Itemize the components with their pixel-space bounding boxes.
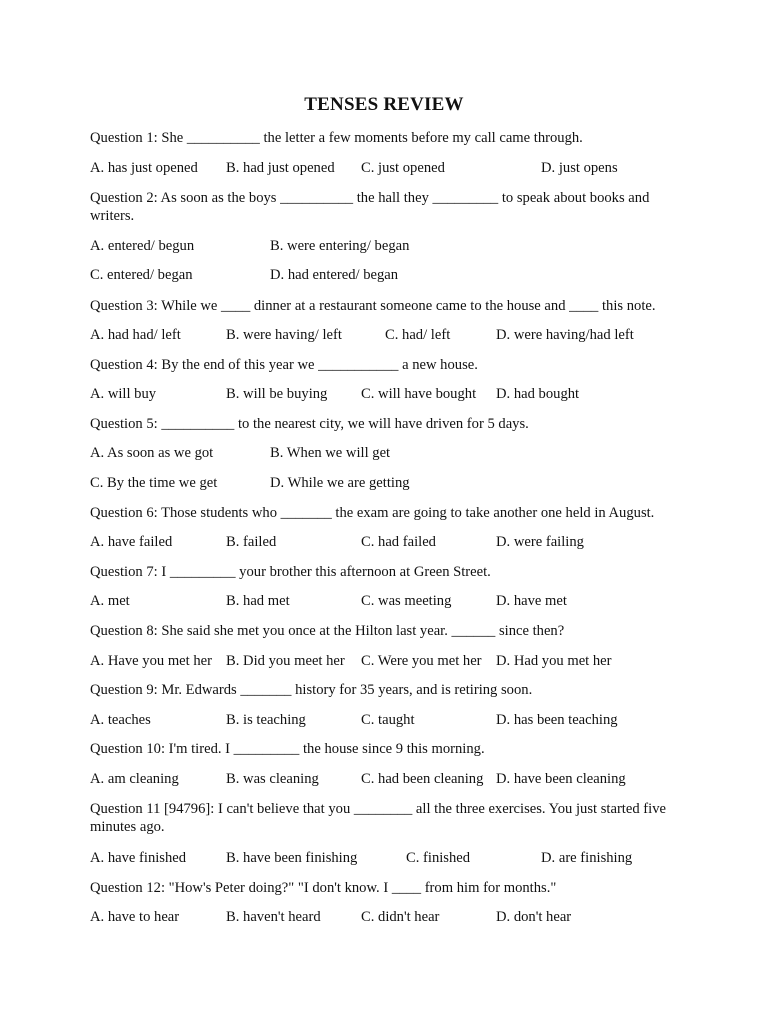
option-1d: D. just opens	[541, 160, 618, 176]
option-5b: B. When we will get	[270, 445, 391, 461]
option-3d: D. were having/had left	[496, 327, 634, 343]
option-10a: A. am cleaning	[90, 771, 179, 787]
option-4a: A. will buy	[90, 386, 157, 402]
option-9d: D. has been teaching	[496, 712, 618, 728]
option-12a: A. have to hear	[90, 909, 180, 925]
option-7b: B. had met	[226, 593, 290, 609]
option-3a: A. had had/ left	[90, 327, 181, 343]
options-9	[90, 711, 690, 729]
option-10b: B. was cleaning	[226, 771, 319, 787]
option-8a: A. Have you met her	[90, 653, 212, 669]
option-10c: C. had been cleaning	[361, 771, 484, 787]
options-1	[90, 159, 690, 177]
question-2: Question 2: As soon as the boys __________ the hall they _________ to speak about books and writers.	[90, 190, 650, 224]
option-12b: B. haven't heard	[226, 909, 321, 925]
question-5: Question 5: __________ to the nearest city, we will have driven for 5 days.	[90, 416, 529, 432]
page-title: TENSES REVIEW	[304, 94, 464, 115]
question-10: Question 10: I'm tired. I _________ the house since 9 this morning.	[90, 741, 485, 757]
option-8c: C. Were you met her	[361, 653, 482, 669]
option-5a: A. As soon as we got	[90, 445, 214, 461]
option-9c: C. taught	[361, 712, 415, 728]
option-4c: C. will have bought	[361, 386, 477, 402]
option-7c: C. was meeting	[361, 593, 452, 609]
question-9: Question 9: Mr. Edwards _______ history for 35 years, and is retiring soon.	[90, 682, 533, 698]
option-2c: C. entered/ began	[90, 267, 193, 283]
option-6c: C. had failed	[361, 534, 436, 550]
option-1c: C. just opened	[361, 160, 445, 176]
option-12d: D. don't hear	[496, 909, 572, 925]
option-11b: B. have been finishing	[226, 850, 358, 866]
option-11c: C. finished	[406, 850, 471, 866]
options-12	[90, 908, 690, 926]
options-5b	[90, 474, 690, 492]
options-8	[90, 652, 690, 670]
options-5a	[90, 444, 690, 462]
option-11a: A. have finished	[90, 850, 187, 866]
option-7a: A. met	[90, 593, 130, 609]
options-3	[90, 326, 690, 344]
option-2b: B. were entering/ began	[270, 238, 410, 254]
option-9b: B. is teaching	[226, 712, 306, 728]
option-12c: C. didn't hear	[361, 909, 440, 925]
question-4: Question 4: By the end of this year we ___________ a new house.	[90, 357, 478, 373]
option-3c: C. had/ left	[385, 327, 451, 343]
options-11	[90, 849, 690, 867]
option-4d: D. had bought	[496, 386, 580, 402]
option-3b: B. were having/ left	[226, 327, 342, 343]
options-10	[90, 770, 690, 788]
option-1a: A. has just opened	[90, 160, 198, 176]
question-1: Question 1: She __________ the letter a few moments before my call came through.	[90, 130, 583, 146]
options-4	[90, 385, 690, 403]
option-4b: B. will be buying	[226, 386, 328, 402]
options-7	[90, 592, 690, 610]
option-6d: D. were failing	[496, 534, 584, 550]
option-6a: A. have failed	[90, 534, 173, 550]
option-8d: D. Had you met her	[496, 653, 612, 669]
option-5c: C. By the time we get	[90, 475, 218, 491]
options-2b	[90, 266, 690, 284]
option-11d: D. are finishing	[541, 850, 633, 866]
question-12: Question 12: "How's Peter doing?" "I don't know. I ____ from him for months."	[90, 880, 557, 896]
options-6	[90, 533, 690, 551]
option-5d: D. While we are getting	[270, 475, 410, 491]
option-6b: B. failed	[226, 534, 277, 550]
question-11: Question 11 [94796]: I can't believe that you ________ all the three exercises. You just started five minutes ago.	[90, 801, 666, 835]
option-10d: D. have been cleaning	[496, 771, 626, 787]
question-3: Question 3: While we ____ dinner at a restaurant someone came to the house and ____ this note.	[90, 298, 656, 314]
question-6: Question 6: Those students who _______ the exam are going to take another one held in August.	[90, 505, 655, 521]
question-8: Question 8: She said she met you once at the Hilton last year. ______ since then?	[90, 623, 565, 639]
options-2a	[90, 237, 690, 255]
option-7d: D. have met	[496, 593, 567, 609]
option-1b: B. had just opened	[226, 160, 335, 176]
option-2d: D. had entered/ began	[270, 267, 399, 283]
option-8b: B. Did you meet her	[226, 653, 345, 669]
option-9a: A. teaches	[90, 712, 151, 728]
question-7: Question 7: I _________ your brother this afternoon at Green Street.	[90, 564, 491, 580]
option-2a: A. entered/ begun	[90, 238, 195, 254]
